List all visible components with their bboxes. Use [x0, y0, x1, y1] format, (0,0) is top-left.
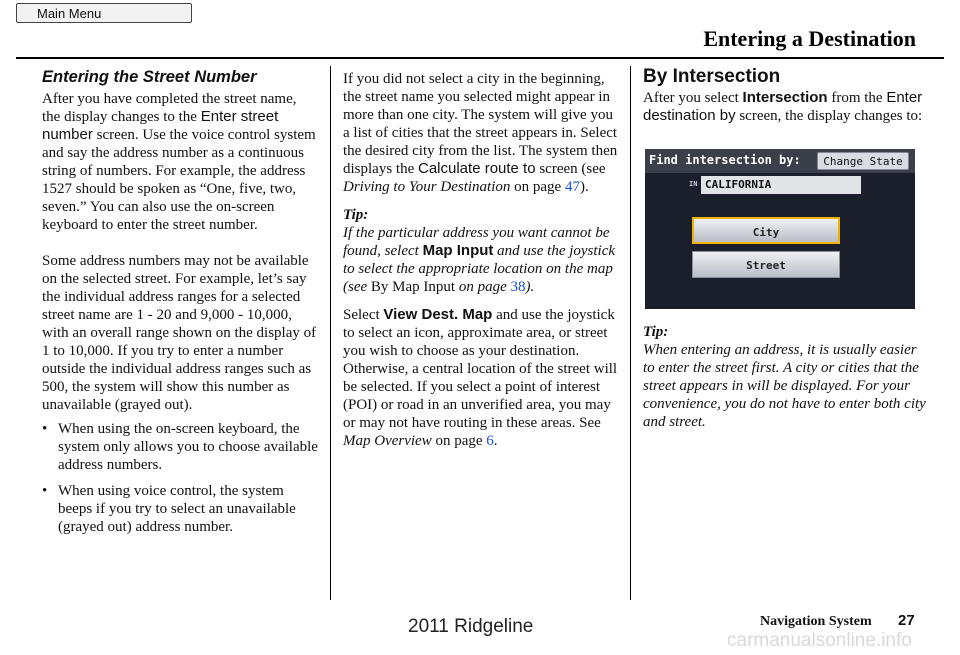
- paragraph: Some address numbers may not be available on the selected street. For example, let’s say the individual address ranges for a selected street name are 1 - 20 and 9,000 - 10,000, with an overall range shown on the display of 1 to 10,000. If you try to enter a number outside the individual address ranges such as 500, the system will show this number as unavailable (grayed out).: [42, 253, 317, 413]
- city-option: City: [692, 217, 840, 244]
- footer-nav-label: Navigation System: [760, 614, 872, 629]
- main-menu-button[interactable]: Main Menu: [16, 3, 192, 23]
- ui-term: Calculate route to: [418, 160, 536, 177]
- paragraph: After you have completed the street name, the display changes to the Enter street number screen. Use the voice control system and say the address number as a continuous string of numbers. For example, the address 1527 should be spoken as “One, five, two, seven.” You can also use the on-screen keyboard to enter the street number.: [42, 91, 316, 233]
- section-heading-intersection: By Intersection: [643, 66, 781, 87]
- ui-term: Enter street number: [42, 108, 279, 143]
- tip-label: Tip:: [343, 207, 369, 223]
- street-option: Street: [692, 251, 840, 278]
- in-label: IN: [689, 180, 698, 188]
- tip-text: When entering an address, it is usually easier to enter the street first. A city or cities that the street appears in will be displayed. For your convenience, you do not have to enter both city and street.: [643, 342, 926, 430]
- paragraph: If you did not select a city in the beginning, the street name you selected might appear in more than one city. The system will give you a list of cities that the street appears in. Select the desired city from the list. The system then displays the Calculate route to screen (see Driving to Your Destination on page 47).: [343, 71, 618, 195]
- column-2: [343, 70, 618, 468]
- model-label: 2011 Ridgeline: [408, 616, 534, 637]
- column-1: [42, 68, 318, 544]
- section-heading-street-number: Entering the Street Number: [42, 68, 257, 86]
- column-divider-1: [330, 66, 331, 600]
- watermark: carmanualsonline.info: [727, 630, 912, 651]
- change-state-button: Change State: [817, 152, 909, 170]
- page-number: 27: [898, 612, 915, 629]
- bullet-item: • When using the on-screen keyboard, the system only allows you to choose available address numbers.: [42, 421, 318, 473]
- tip-label: Tip:: [643, 324, 669, 340]
- ui-term: Enter destination by: [643, 89, 923, 124]
- paragraph: After you select Intersection from the Enter destination by screen, the display changes to:: [643, 89, 923, 124]
- state-field: CALIFORNIA: [701, 176, 861, 194]
- column-3: [643, 68, 923, 143]
- column-divider-2: [630, 66, 631, 600]
- ui-term: View Dest. Map: [383, 306, 493, 323]
- page-link[interactable]: 47: [564, 179, 580, 195]
- ui-term: Intersection: [742, 89, 828, 106]
- screen-title: Find intersection by:: [649, 153, 801, 167]
- page-link[interactable]: 38: [510, 279, 526, 295]
- header-rule: [16, 57, 944, 59]
- paragraph: Select View Dest. Map and use the joystick to select an icon, approximate area, or street you wish to choose as your destination. Otherwise, a central location of the street will be selected. If you select a point of interest (POI) or road in an unverified area, you may or may not have routing in these areas. See Map Overview on page 6.: [343, 306, 618, 449]
- nav-screen-find-intersection: [645, 149, 915, 309]
- tip-text: If the particular address you want cannot be found, select Map Input and use the joystick to select the appropriate location on the map (see By Map Input on page 38).: [343, 225, 616, 295]
- page-title: Entering a Destination: [703, 26, 916, 51]
- column-3-tip: [643, 323, 928, 431]
- page-link[interactable]: 6: [486, 433, 494, 449]
- bullet-item: • When using voice control, the system beeps if you try to select an unavailable (grayed out) address number.: [42, 483, 296, 535]
